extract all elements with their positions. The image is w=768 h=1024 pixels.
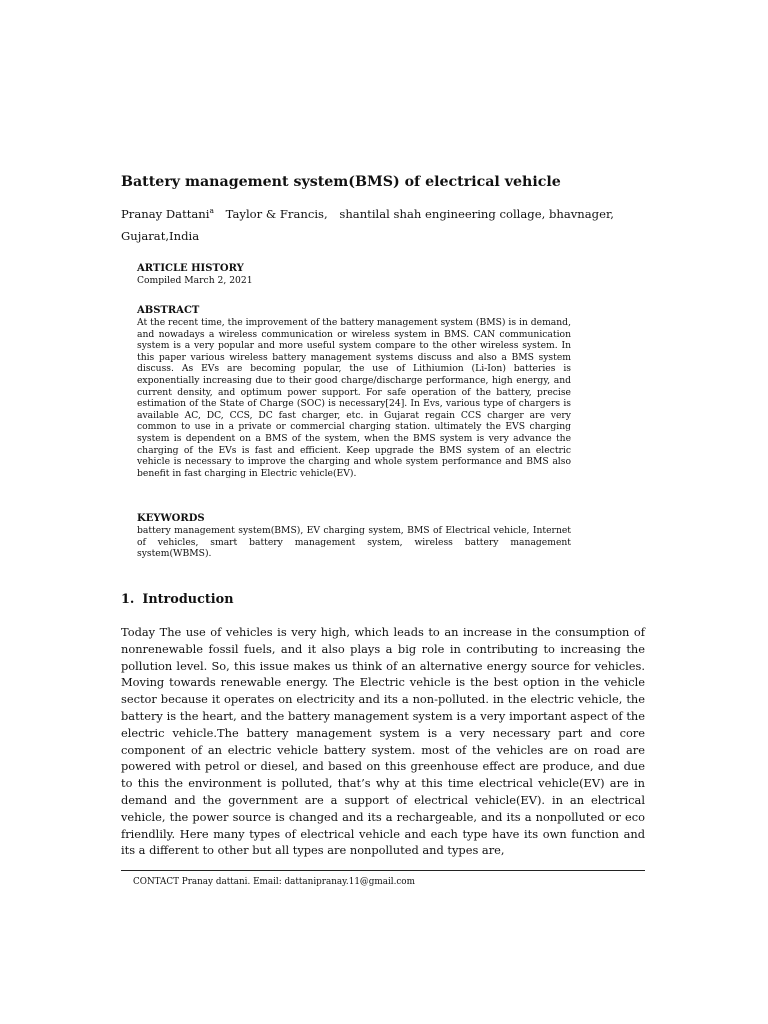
abstract-heading: ABSTRACT [137, 305, 200, 316]
abstract [137, 305, 571, 479]
affiliation-line-1: shantilal shah engineering collage, bhavnager, [339, 207, 614, 221]
abstract-text: At the recent time, the improvement of the battery management system (BMS) is in demand, and nowadays a wireless communication or wireless system in BMS. CAN communication system is a very popular and more useful system compare to the other wireless system. In this paper various wireless battery management systems discuss and also a BMS system discuss. As EVs are becoming popular, the use of Lithiumion (Li-Ion) batteries is exponentially increasing due to their good charge/discharge performance, high energy, and current density, and optimum power support. For safe operation of the battery, precise estimation of the State of Charge (SOC) is necessary[24]. In Evs, various type of chargers is available AC, DC, CCS, DC fast charger, etc. in Gujarat regain CCS charger are very common to use in a private or commercial charging station. ultimately the EVS charging system is dependent on a BMS of the system, when the BMS system is very advance the charging of the EVs is fast and efficient. Keep upgrade the BMS system of an electric vehicle is necessary to improve the charging and whole system performance and BMS also benefit in fast charging in Electric vehicle(EV). [137, 317, 571, 479]
paper-title: Battery management system(BMS) of electrical vehicle [121, 174, 561, 190]
keywords-text: battery management system(BMS), EV charging system, BMS of Electrical vehicle, Internet of vehicles, smart battery management system, wireless battery management system(WBMS). [137, 525, 571, 560]
introduction-paragraph: Today The use of vehicles is very high, which leads to an increase in the consumption of nonrenewable fossil fuels, and it also plays a big role in contributing to increasing the pollution level. So, this issue makes us think of an alternative energy source for vehicles. Moving towards renewable energy. The Electric vehicle is the best option in the vehicle sector because it operates on electricity and its a non-polluted. in the electric vehicle, the battery is the heart, and the battery management system is a very important aspect of the electric vehicle.The battery management system is a very necessary part and core component of an electric vehicle battery system. most of the vehicles are on road are powered with petrol or diesel, and based on this greenhouse effect are produce, and due to this the environment is polluted, that’s why at this time electrical vehicle(EV) are in demand and the government are a support of electrical vehicle(EV). in an electrical vehicle, the power source is changed and its a rechargeable, and its a nonpolluted or eco friendlily. Here many types of electrical vehicle and each type have its own function and its a different to other but all types are nonpolluted and types are, [121, 625, 645, 858]
affiliation-line-2: Gujarat,India [121, 229, 200, 243]
compiled-date: Compiled March 2, 2021 [137, 275, 253, 286]
author-affiliation-marker: a [209, 206, 214, 216]
author-block [121, 203, 651, 247]
article-history-heading: ARTICLE HISTORY [137, 263, 244, 274]
section-heading-introduction [121, 592, 234, 608]
section-number: 1. [121, 592, 135, 607]
keywords-heading: KEYWORDS [137, 513, 205, 524]
article-history [137, 263, 571, 287]
publisher-name: Taylor & Francis, [225, 207, 328, 221]
footnote-divider [121, 870, 645, 871]
keywords [137, 513, 571, 560]
section-title: Introduction [142, 592, 234, 607]
contact-footnote: CONTACT Pranay dattani. Email: dattanipranay.11@gmail.com [133, 877, 415, 887]
author-name: Pranay Dattani [121, 207, 210, 221]
